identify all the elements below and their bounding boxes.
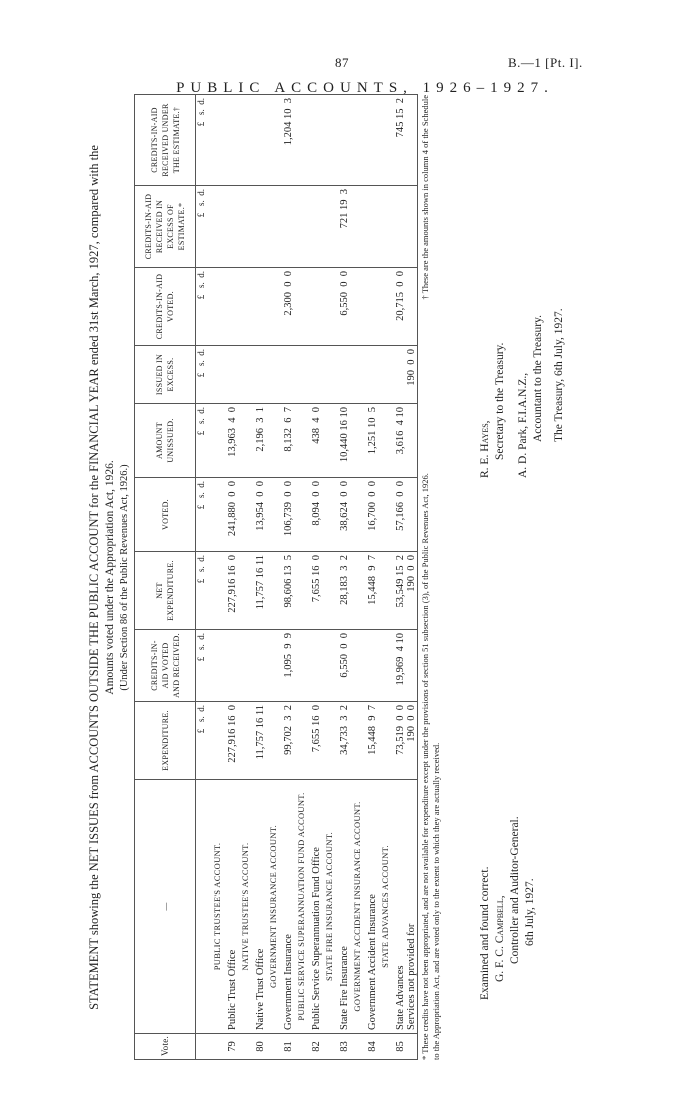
parliamentary-reference: B.—1 [Pt. I]. — [508, 55, 583, 70]
account-heading-row — [378, 95, 395, 1060]
treasury-date: The Treasury, 6th July, 1927. — [553, 308, 565, 442]
cell-unissued: 8,132 6 7 — [283, 404, 294, 478]
cell-credits-voted-received — [406, 630, 418, 702]
account-heading: GOVERNMENT INSURANCE ACCOUNT. — [266, 780, 283, 1034]
cell-net-expenditure: 227,916 16 0 — [227, 552, 238, 630]
cell-credits-under: 1,204 10 3 — [283, 95, 294, 186]
col-expenditure: EXPENDITURE. — [135, 702, 196, 780]
cell-voted: 8,094 0 0 — [311, 478, 322, 552]
table-row — [227, 95, 238, 1060]
cell-expenditure: 73,519 0 0 — [395, 702, 406, 780]
secretary-name: R. E. Hayes, — [479, 420, 491, 478]
units-label: £ s. d. — [196, 349, 206, 378]
cell-credits-under — [227, 95, 238, 186]
cell-unissued — [406, 404, 418, 478]
vote-number: 84 — [367, 1034, 378, 1060]
cell-credits-excess: 721 19 3 — [339, 186, 350, 268]
cell-credits-voted-received — [227, 630, 238, 702]
cell-excess — [227, 346, 238, 404]
col-amount-unissued: AMOUNT UNISSUED. — [135, 404, 196, 478]
signature-right-block — [478, 218, 567, 478]
cell-excess — [311, 346, 322, 404]
account-heading: GOVERNMENT ACCIDENT INSURANCE ACCOUNT. — [350, 780, 367, 1034]
cell-unissued: 13,963 4 0 — [227, 404, 238, 478]
cell-expenditure: 227,916 16 0 — [227, 702, 238, 780]
col-net-expenditure: NET EXPENDITURE. — [135, 552, 196, 630]
row-description: Native Trust Office — [255, 780, 266, 1034]
cell-credits-under — [339, 95, 350, 186]
accountant-name: A. D. Park, F.I.A.N.Z., — [517, 372, 529, 478]
statement-title: STATEMENT showing the NET ISSUES from ACCOUNTS OUTSIDE THE PUBLIC ACCOUNT for the FINANCIAL YEAR ended 31st March, 1927, compared with the — [87, 145, 101, 1010]
table-header-row — [135, 95, 196, 1060]
cell-credits-voted-received: 1,095 9 9 — [283, 630, 294, 702]
units-label: £ s. d. — [196, 705, 206, 734]
account-heading-row — [210, 95, 227, 1060]
cell-net-expenditure: 98,606 13 5 — [283, 552, 294, 630]
col-credits-in-aid-voted: CREDITS-IN-AID VOTED. — [135, 268, 196, 346]
cell-credits-under — [406, 95, 418, 186]
vote-number: 85 — [395, 1034, 406, 1060]
units-label: £ s. d. — [196, 481, 206, 510]
col-credits-excess: CREDITS-IN-AID RECEIVED IN EXCESS OF ESTIMATE.* — [135, 186, 196, 268]
row-description: Services not provided for — [406, 780, 418, 1034]
cell-excess: 190 0 0 — [406, 346, 418, 404]
footnote-star-continued: to the Appropriation Act, and are voted only to the extent to which they are actually received. — [431, 742, 441, 1060]
cell-net-expenditure: 28,183 3 2 — [339, 552, 350, 630]
table-row — [339, 95, 350, 1060]
cell-credits-voted — [367, 268, 378, 346]
units-label: £ s. d. — [196, 98, 206, 127]
cell-credits-voted: 2,300 0 0 — [283, 268, 294, 346]
statement-subtitle: Amounts voted under the Appropriation Act, 1926. — [104, 460, 116, 695]
cell-voted: 241,880 0 0 — [227, 478, 238, 552]
cell-voted: 13,954 0 0 — [255, 478, 266, 552]
col-description: — — [135, 780, 196, 1034]
col-credits-under: CREDITS-IN-AID RECEIVED UNDER THE ESTIMATE.† — [135, 95, 196, 186]
account-heading: PUBLIC SERVICE SUPERANNUATION FUND ACCOUNT. — [294, 780, 311, 1034]
cell-voted: 57,166 0 0 — [395, 478, 406, 552]
cell-credits-voted — [227, 268, 238, 346]
statement-authority: (Under Section 86 of the Public Revenues Act, 1926.) — [119, 464, 130, 691]
cell-credits-excess — [367, 186, 378, 268]
table-row — [255, 95, 266, 1060]
auditor-title: Controller and Auditor-General. — [509, 816, 521, 964]
col-issued-in-excess: ISSUED IN EXCESS. — [135, 346, 196, 404]
cell-excess — [283, 346, 294, 404]
vote-number: 79 — [227, 1034, 238, 1060]
row-description: Public Service Superannuation Fund Office — [311, 780, 322, 1034]
cell-net-expenditure: 11,757 16 11 — [255, 552, 266, 630]
cell-credits-voted-received: 19,969 4 10 — [395, 630, 406, 702]
table-body — [196, 95, 418, 1060]
cell-expenditure: 15,448 9 7 — [367, 702, 378, 780]
footnote-dagger: † These are the amounts shown in column 4 of the Schedule — [420, 95, 430, 300]
cell-excess — [255, 346, 266, 404]
units-label: £ s. d. — [196, 189, 206, 218]
account-heading: STATE ADVANCES ACCOUNT. — [378, 780, 395, 1034]
examined-statement: Examined and found correct. — [479, 866, 491, 1000]
cell-credits-voted-received: 6,550 0 0 — [339, 630, 350, 702]
cell-unissued: 1,251 10 5 — [367, 404, 378, 478]
row-description: Public Trust Office — [227, 780, 238, 1034]
cell-credits-voted — [255, 268, 266, 346]
cell-credits-excess — [255, 186, 266, 268]
cell-credits-voted — [406, 268, 418, 346]
account-heading-row — [322, 95, 339, 1060]
cell-excess — [395, 346, 406, 404]
cell-net-expenditure: 7,655 16 0 — [311, 552, 322, 630]
cell-unissued: 10,440 16 10 — [339, 404, 350, 478]
cell-excess — [339, 346, 350, 404]
col-voted: VOTED. — [135, 478, 196, 552]
account-heading: NATIVE TRUSTEE'S ACCOUNT. — [238, 780, 255, 1034]
cell-voted: 106,739 0 0 — [283, 478, 294, 552]
cell-credits-excess — [311, 186, 322, 268]
cell-credits-excess — [283, 186, 294, 268]
cell-credits-voted-received — [255, 630, 266, 702]
cell-net-expenditure: 15,448 9 7 — [367, 552, 378, 630]
col-credits-voted-received: CREDITS-IN-AID VOTED AND RECEIVED. — [135, 630, 196, 702]
cell-expenditure: 190 0 0 — [406, 702, 418, 780]
table-row — [283, 95, 294, 1060]
table-row — [395, 95, 406, 1060]
vote-number: 81 — [283, 1034, 294, 1060]
account-heading-row — [294, 95, 311, 1060]
auditor-date: 6th July, 1927. — [524, 878, 536, 946]
units-row — [196, 95, 211, 1060]
footnotes — [420, 95, 442, 1060]
cell-credits-under — [255, 95, 266, 186]
units-label: £ s. d. — [196, 633, 206, 662]
cell-expenditure: 34,733 3 2 — [339, 702, 350, 780]
account-heading-row — [238, 95, 255, 1060]
cell-net-expenditure: 53,549 15 2 — [395, 552, 406, 630]
cell-credits-under: 745 15 2 — [395, 95, 406, 186]
cell-excess — [367, 346, 378, 404]
cell-voted — [406, 478, 418, 552]
signature-left-block — [478, 760, 538, 1000]
row-description: Government Insurance — [283, 780, 294, 1034]
footnote-star: * These credits have not been appropriated, and are not available for expenditure except under the provisions of section 51 subsection (3), of the Public Revenues Act, 1926. — [420, 473, 430, 1060]
cell-credits-voted — [311, 268, 322, 346]
cell-net-expenditure: 190 0 0 — [406, 552, 418, 630]
auditor-name: G. F. C. Campbell, — [494, 895, 506, 982]
col-vote: Vote. — [135, 1034, 196, 1060]
net-issues-table — [134, 94, 418, 1060]
account-heading: STATE FIRE INSURANCE ACCOUNT. — [322, 780, 339, 1034]
vote-number — [406, 1034, 418, 1060]
cell-unissued: 2,196 3 1 — [255, 404, 266, 478]
page-number: 87 — [335, 55, 349, 70]
cell-voted: 38,624 0 0 — [339, 478, 350, 552]
vote-number: 83 — [339, 1034, 350, 1060]
account-heading-row — [266, 95, 283, 1060]
page-title: PUBLIC ACCOUNTS, 1926–1927. — [176, 80, 554, 96]
cell-credits-under — [367, 95, 378, 186]
cell-unissued: 3,616 4 10 — [395, 404, 406, 478]
account-heading-row — [350, 95, 367, 1060]
cell-credits-voted: 6,550 0 0 — [339, 268, 350, 346]
cell-credits-excess — [406, 186, 418, 268]
secretary-title: Secretary to the Treasury. — [494, 342, 506, 460]
accountant-title: Accountant to the Treasury. — [532, 314, 544, 442]
cell-expenditure: 7,655 16 0 — [311, 702, 322, 780]
table-row — [367, 95, 378, 1060]
cell-expenditure: 99,702 3 2 — [283, 702, 294, 780]
cell-credits-voted-received — [367, 630, 378, 702]
cell-expenditure: 11,757 16 11 — [255, 702, 266, 780]
row-description: State Advances — [395, 780, 406, 1034]
vote-number: 80 — [255, 1034, 266, 1060]
cell-credits-voted-received — [311, 630, 322, 702]
units-label: £ s. d. — [196, 271, 206, 300]
cell-unissued: 438 4 0 — [311, 404, 322, 478]
cell-credits-voted: 20,715 0 0 — [395, 268, 406, 346]
account-heading: PUBLIC TRUSTEE'S ACCOUNT. — [210, 780, 227, 1034]
cell-credits-under — [311, 95, 322, 186]
cell-credits-excess — [395, 186, 406, 268]
row-description: State Fire Insurance — [339, 780, 350, 1034]
units-label: £ s. d. — [196, 555, 206, 584]
cell-credits-excess — [227, 186, 238, 268]
units-label: £ s. d. — [196, 407, 206, 436]
table-row — [311, 95, 322, 1060]
cell-voted: 16,700 0 0 — [367, 478, 378, 552]
table-row — [406, 95, 418, 1060]
vote-number: 82 — [311, 1034, 322, 1060]
row-description: Government Accident Insurance — [367, 780, 378, 1034]
